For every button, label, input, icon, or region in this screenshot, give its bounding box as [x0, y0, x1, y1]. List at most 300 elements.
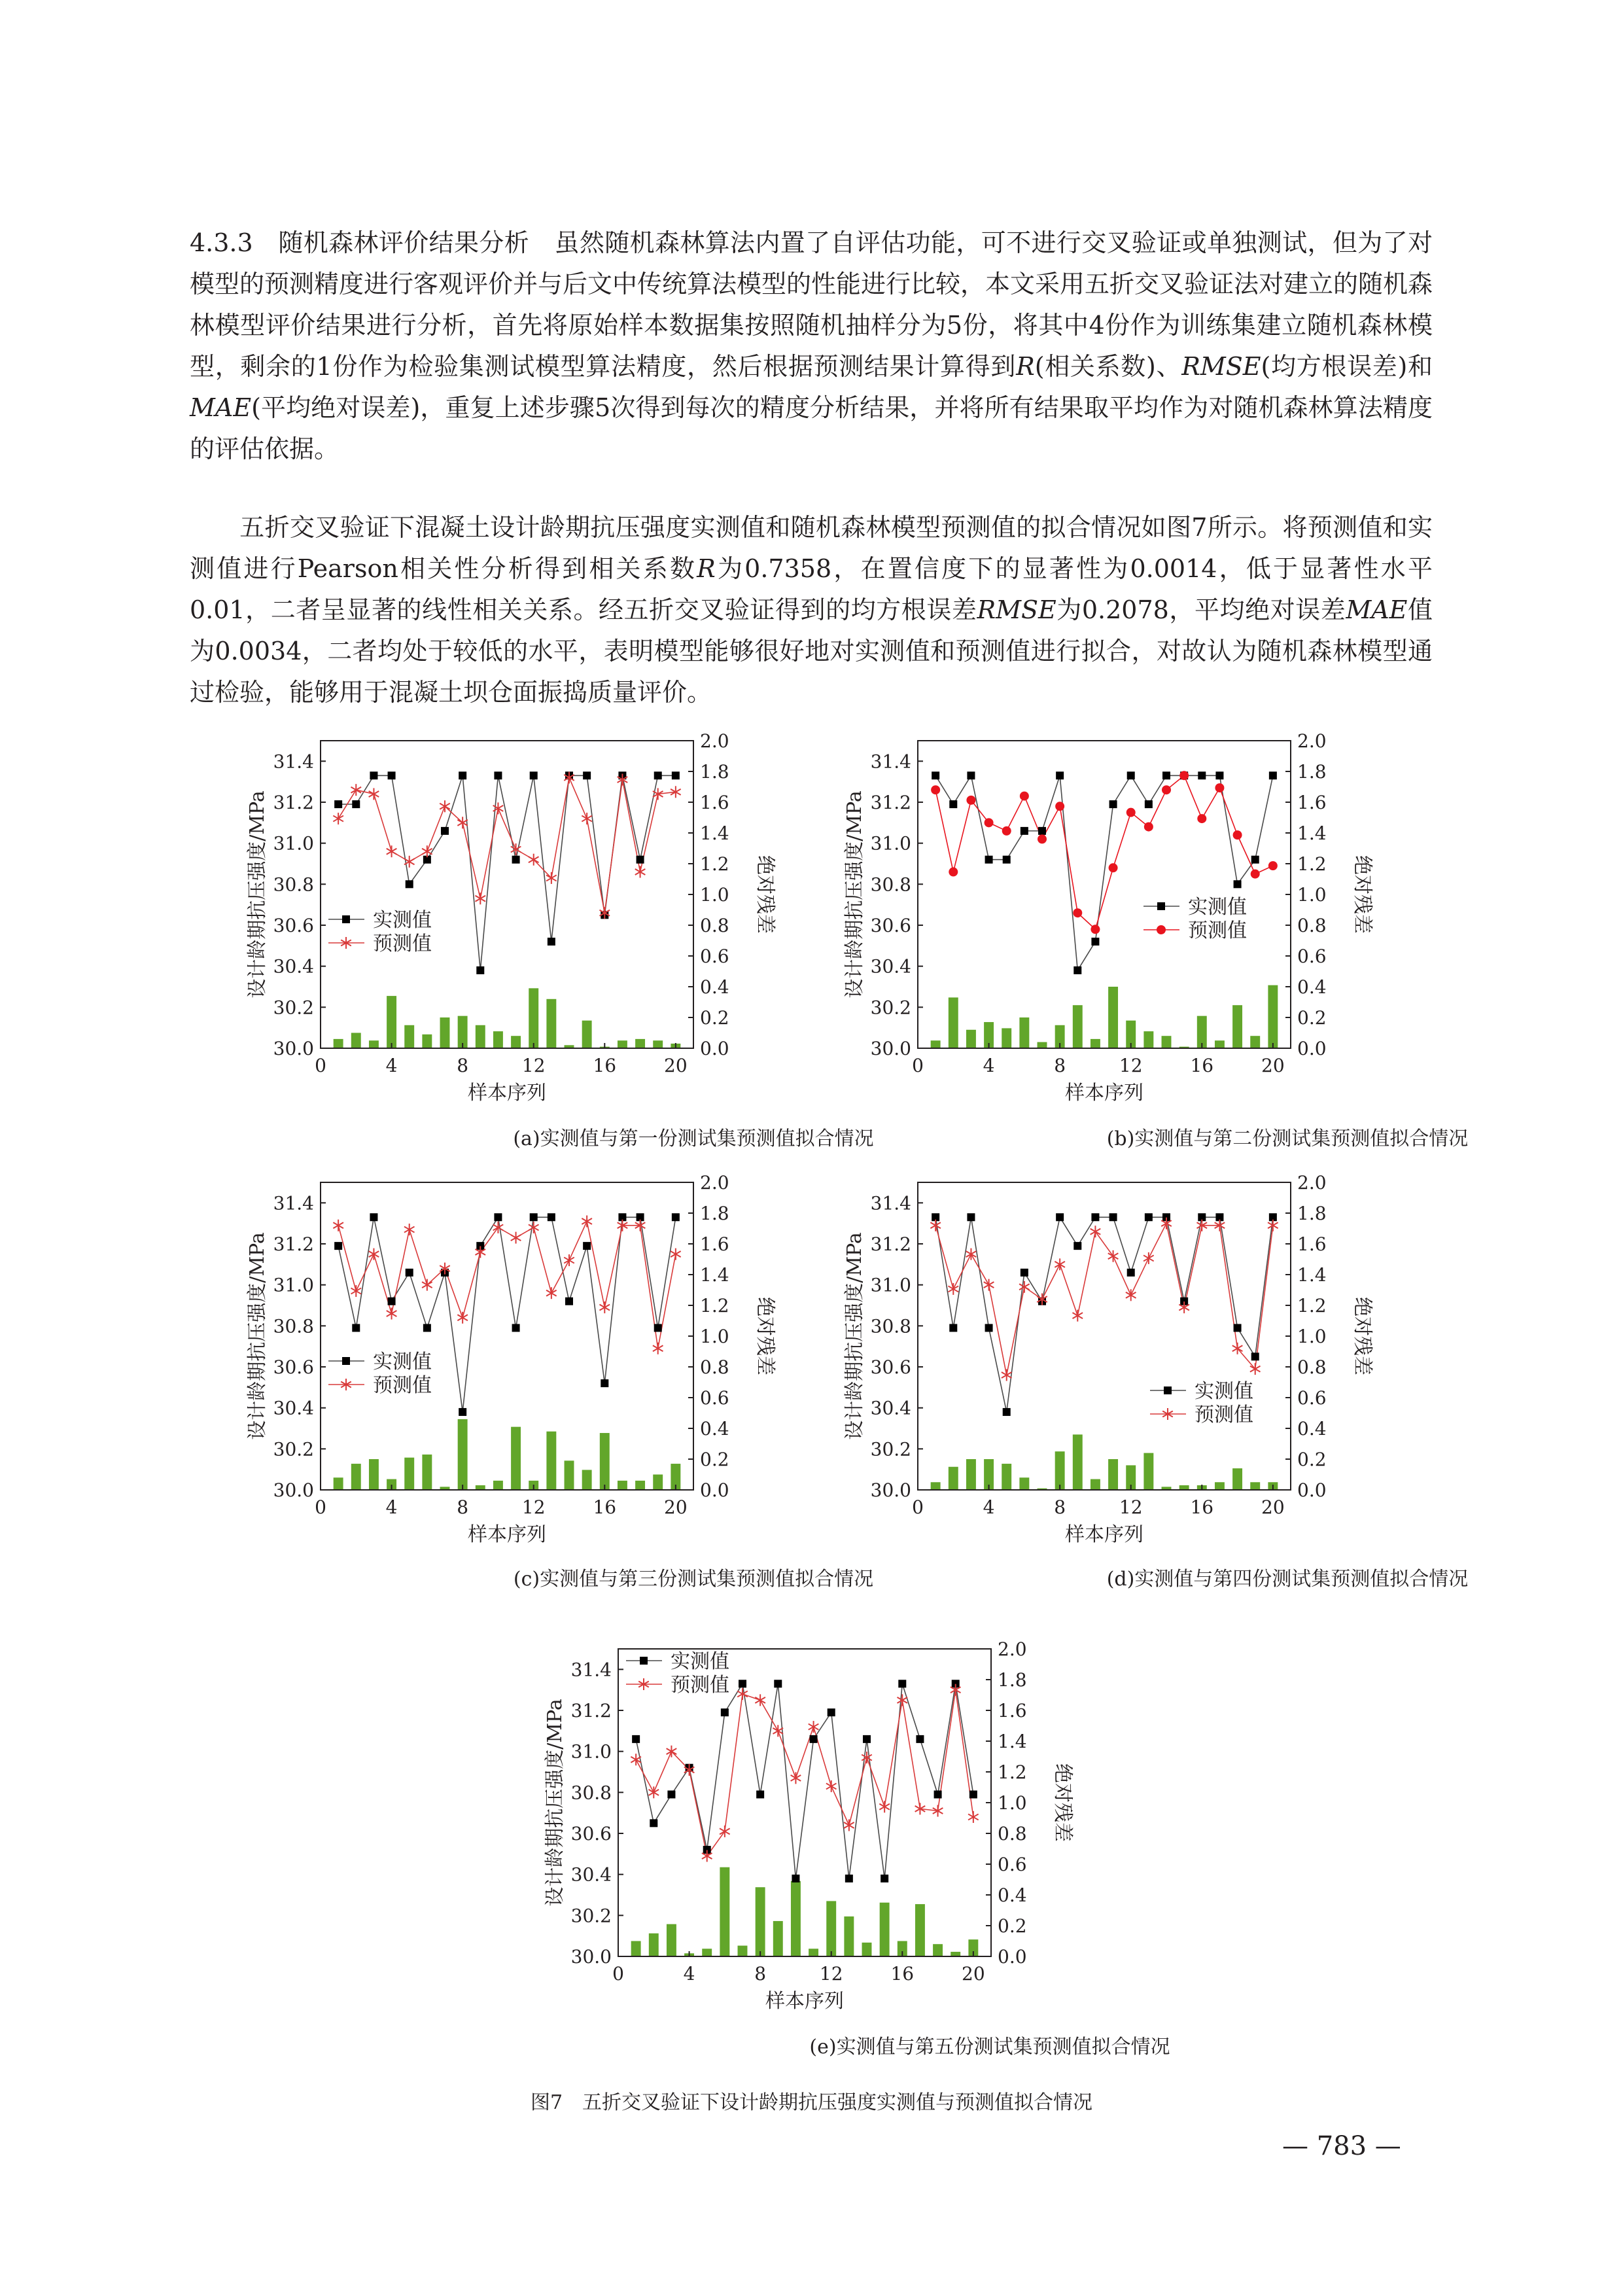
y-tick-label: 30.2	[273, 997, 314, 1019]
legend-measured-marker	[1164, 1386, 1172, 1394]
measured-point	[667, 1790, 675, 1798]
residual-bar	[511, 1036, 521, 1048]
predicted-point	[1091, 925, 1100, 934]
x-tick-label: 0	[315, 1496, 326, 1518]
predicted-point	[1019, 1281, 1030, 1293]
y-tick-label: 30.2	[870, 1438, 911, 1460]
residual-bar	[1002, 1464, 1011, 1490]
y2-tick-label: 1.8	[700, 1203, 729, 1224]
residual-bar	[931, 1040, 941, 1048]
residual-bar	[334, 1477, 343, 1490]
predicted-point	[966, 1248, 977, 1260]
measured-point	[1145, 1213, 1153, 1221]
y2-tick-label: 0.2	[1297, 1007, 1327, 1029]
measured-point	[1234, 1324, 1242, 1332]
y2-tick-label: 1.2	[1297, 1295, 1327, 1316]
y-tick-label: 30.0	[273, 1479, 314, 1501]
y-tick-label: 30.0	[570, 1946, 612, 1968]
residual-bar	[1002, 1028, 1011, 1048]
legend-measured-label: 实测值	[373, 1351, 432, 1373]
y-tick-label: 30.2	[870, 997, 911, 1019]
y-tick-label: 30.2	[273, 1438, 314, 1460]
x-tick-label: 12	[521, 1496, 546, 1518]
chart-caption-a: (a)实测值与第一份测试集预测值拟合情况	[513, 1127, 874, 1150]
measured-point	[441, 827, 449, 835]
x-tick-label: 8	[457, 1055, 469, 1076]
y-axis-label: 设计龄期抗压强度/MPa	[843, 790, 866, 998]
residual-bar	[618, 1481, 627, 1490]
measured-point	[1198, 771, 1206, 779]
x-tick-label: 20	[1261, 1055, 1285, 1076]
chart-e	[530, 1634, 1074, 2013]
measured-point	[756, 1790, 764, 1798]
y2-tick-label: 0.6	[1297, 1387, 1327, 1409]
measured-point	[1127, 1269, 1135, 1277]
predicted-point	[879, 1801, 890, 1812]
predicted-point	[844, 1819, 854, 1831]
measured-point	[1269, 771, 1277, 779]
residual-bar	[862, 1943, 872, 1956]
predicted-point	[1268, 1220, 1278, 1231]
measured-point	[863, 1735, 871, 1743]
predicted-point	[931, 785, 940, 794]
predicted-point	[1162, 785, 1171, 794]
legend-predicted-label: 预测值	[671, 1674, 729, 1697]
residual-bar	[1091, 1479, 1100, 1490]
y2-tick-label: 1.6	[998, 1700, 1027, 1722]
predicted-point	[1020, 792, 1029, 801]
predicted-point	[809, 1721, 819, 1733]
predicted-point	[948, 1283, 958, 1295]
y2-tick-label: 1.2	[1297, 853, 1327, 875]
x-tick-label: 12	[1119, 1496, 1143, 1518]
legend-measured-label: 实测值	[671, 1650, 729, 1673]
predicted-point	[351, 784, 361, 796]
measured-point	[654, 1324, 662, 1332]
chart-c	[232, 1168, 777, 1546]
predicted-point	[791, 1772, 801, 1784]
paragraph-2: 五折交叉验证下混凝土设计龄期抗压强度实测值和随机森林模型预测值的拟合情况如图7所示。将预测值和实测值进行Pearson相关性分析得到相关系数R为0.7358，在置信度下的显著性为0.0014，低于显著性水平0.01，二者呈显著的线性相关关系。经五折交叉验证得到的均方根误差RMSE为0.2078，平均绝对误差MAE值为0.0034，二者均处于较低的水平，表明模型能够很好地对实测值和预测值进行拟合，对故认为随机森林模型通过检验，能够用于混凝土坝仓面振捣质量评价。	[190, 513, 1433, 707]
residual-bar	[1250, 1482, 1260, 1490]
y-tick-label: 31.2	[570, 1700, 612, 1722]
y2-tick-label: 0.8	[700, 1356, 729, 1378]
y-tick-label: 31.0	[870, 1274, 911, 1296]
y2-tick-label: 0.4	[998, 1884, 1027, 1906]
residual-bar	[635, 1481, 645, 1490]
y2-tick-label: 1.4	[1297, 1264, 1327, 1286]
legend	[1143, 896, 1247, 942]
y2-tick-label: 1.4	[998, 1731, 1027, 1752]
y-tick-label: 30.8	[273, 874, 314, 896]
residual-bar	[565, 1460, 574, 1490]
predicted-point	[1038, 834, 1047, 843]
residual-bar	[1108, 1459, 1118, 1490]
y-tick-label: 31.4	[870, 751, 911, 773]
predicted-point	[1143, 1252, 1154, 1264]
measured-point	[565, 1298, 573, 1305]
x-tick-label: 0	[612, 1963, 624, 1985]
residual-bar	[334, 1039, 343, 1048]
predicted-point	[599, 1301, 610, 1313]
residual-bar	[931, 1482, 941, 1490]
predicted-point	[1126, 808, 1136, 817]
measured-point	[1021, 827, 1028, 835]
measured-point	[512, 856, 520, 864]
x-tick-label: 0	[912, 1496, 924, 1518]
predicted-point	[1072, 1310, 1083, 1322]
measured-point	[949, 1324, 957, 1332]
y2-axis-label: 绝对残差	[1351, 855, 1374, 934]
residual-bar	[582, 1021, 592, 1048]
y2-tick-label: 2.0	[998, 1638, 1027, 1660]
legend	[328, 1351, 432, 1397]
measured-point	[1038, 827, 1046, 835]
x-tick-label: 8	[1054, 1496, 1066, 1518]
residual-bar	[1073, 1434, 1083, 1490]
measured-point	[406, 1269, 413, 1277]
measured-point	[1162, 771, 1170, 779]
predicted-point	[755, 1694, 765, 1706]
residual-bar	[1019, 1477, 1029, 1490]
measured-point	[985, 856, 993, 864]
measured-point	[967, 1213, 975, 1221]
x-tick-label: 4	[983, 1055, 995, 1076]
y2-tick-label: 0.0	[700, 1479, 729, 1501]
x-tick-label: 20	[664, 1055, 688, 1076]
predicted-point	[333, 1220, 343, 1231]
measured-point	[334, 1242, 342, 1250]
measured-point	[459, 1408, 466, 1416]
residual-bar	[1232, 1468, 1242, 1490]
measured-point	[672, 771, 680, 779]
measured-point	[1215, 771, 1223, 779]
residual-bar	[949, 997, 958, 1048]
y-tick-label: 30.6	[273, 915, 314, 936]
predicted-point	[351, 1285, 361, 1297]
plot-frame	[918, 1182, 1291, 1490]
x-tick-label: 16	[1190, 1496, 1214, 1518]
legend-measured-label: 实测值	[1188, 896, 1247, 919]
residual-bar	[369, 1459, 379, 1490]
y2-tick-label: 1.4	[1297, 822, 1327, 844]
residual-bar	[1019, 1017, 1029, 1048]
residual-bar	[1073, 1005, 1083, 1048]
section-heading: 4.3.3 随机森林评价结果分析	[190, 228, 530, 257]
residual-bar	[951, 1952, 960, 1956]
predicted-point	[457, 1312, 468, 1324]
predicted-point	[1055, 802, 1064, 811]
y2-tick-label: 1.4	[700, 1264, 729, 1286]
y2-tick-label: 1.6	[700, 1233, 729, 1255]
y-axis-label: 设计龄期抗压强度/MPa	[843, 1232, 866, 1440]
y2-tick-label: 1.2	[700, 853, 729, 875]
y2-tick-label: 0.2	[1297, 1449, 1327, 1470]
predicted-point	[333, 813, 343, 824]
y2-tick-label: 1.0	[1297, 1326, 1327, 1347]
measured-point	[845, 1875, 853, 1882]
predicted-point	[1073, 908, 1082, 917]
residual-bar	[949, 1467, 958, 1490]
predicted-point	[930, 1220, 941, 1231]
y2-tick-label: 2.0	[1297, 730, 1327, 752]
y2-tick-label: 0.4	[700, 1418, 729, 1439]
residual-bar	[720, 1867, 729, 1956]
residual-bar	[1215, 1482, 1225, 1490]
y-tick-label: 30.8	[570, 1782, 612, 1804]
predicted-point	[387, 845, 397, 857]
residual-bar	[387, 996, 396, 1048]
residual-bar	[618, 1040, 627, 1048]
residual-bar	[649, 1934, 659, 1956]
residual-bar	[511, 1427, 521, 1490]
predicted-point	[440, 800, 450, 812]
y-tick-label: 30.4	[273, 1397, 314, 1419]
predicted-point	[653, 1343, 663, 1354]
y-tick-label: 30.4	[570, 1863, 612, 1886]
residual-bar	[631, 1941, 641, 1957]
residual-bar	[880, 1903, 890, 1956]
residual-bar	[600, 1433, 610, 1490]
y2-tick-label: 1.8	[998, 1669, 1027, 1691]
y-tick-label: 30.4	[273, 955, 314, 978]
residual-bar	[351, 1033, 361, 1049]
x-tick-label: 4	[983, 1496, 995, 1518]
y2-tick-label: 2.0	[1297, 1172, 1327, 1193]
predicted-point	[968, 1811, 979, 1823]
chart-caption-b: (b)实测值与第二份测试集预测值拟合情况	[1106, 1127, 1469, 1150]
legend-measured-marker	[342, 1357, 350, 1365]
residual-bar	[1055, 1451, 1065, 1490]
y2-axis-label: 绝对残差	[1351, 1297, 1374, 1375]
measured-point	[1145, 800, 1153, 808]
measured-point	[370, 771, 377, 779]
measured-point	[650, 1819, 657, 1827]
y-tick-label: 30.0	[273, 1038, 314, 1059]
y2-tick-label: 1.6	[1297, 1233, 1327, 1255]
residual-bar	[1268, 985, 1278, 1048]
y2-tick-label: 0.4	[1297, 976, 1327, 998]
paragraph-1: 4.3.3 随机森林评价结果分析 虽然随机森林算法内置了自评估功能，可不进行交叉验证或单独测试，但为了对模型的预测精度进行客观评价并与后文中传统算法模型的性能进行比较，本文采用五折交叉验证法对建立的随机森林模型评价结果进行分析，首先将原始样本数据集按照随机抽样分为5份，将其中4份作为训练集建立随机森林模型，剩余的1份作为检验集测试模型算法精度，然后根据预测结果计算得到R(相关系数)、RMSE(均方根误差)和MAE(平均绝对误差)，重复上述步骤5次得到每次的精度分析结果，并将所有结果取平均作为对随机森林算法精度的评估依据。	[190, 228, 1433, 463]
legend-predicted-label: 预测值	[1188, 919, 1247, 942]
residual-bar	[966, 1030, 976, 1048]
y-tick-label: 30.8	[870, 874, 911, 896]
measured-point	[1073, 966, 1081, 974]
y-tick-label: 30.2	[570, 1905, 612, 1927]
legend-measured-marker	[640, 1657, 648, 1665]
predicted-point	[1179, 771, 1189, 780]
predicted-point	[984, 1279, 994, 1291]
x-tick-label: 8	[754, 1963, 767, 1985]
measured-point	[388, 771, 396, 779]
residual-bar	[1162, 1036, 1172, 1048]
residual-bar	[529, 988, 538, 1048]
measured-point	[721, 1708, 729, 1716]
y2-tick-label: 0.0	[998, 1946, 1027, 1968]
measured-point	[530, 771, 538, 779]
predicted-point	[826, 1780, 837, 1792]
chart-caption-c: (c)实测值与第三份测试集预测值拟合情况	[513, 1568, 874, 1591]
measured-point	[1056, 771, 1064, 779]
y-tick-label: 31.2	[870, 792, 911, 813]
x-axis-label: 样本序列	[1065, 1523, 1143, 1546]
measured-point	[1251, 1352, 1259, 1360]
residual-bar	[1250, 1036, 1260, 1048]
y-tick-label: 31.0	[273, 832, 314, 855]
y2-tick-label: 1.6	[700, 792, 729, 813]
residual-bar	[1179, 1485, 1189, 1490]
measured-point	[967, 771, 975, 779]
y2-tick-label: 1.6	[1297, 792, 1327, 813]
y-tick-label: 31.4	[870, 1192, 911, 1214]
measured-point	[969, 1790, 977, 1798]
legend	[626, 1650, 729, 1697]
residual-bar	[546, 1432, 556, 1490]
predicted-point	[1002, 826, 1011, 836]
y-tick-label: 30.4	[870, 955, 911, 978]
measured-line	[636, 1684, 973, 1879]
legend	[328, 909, 432, 955]
residual-bar	[702, 1949, 712, 1956]
y2-tick-label: 0.6	[700, 1387, 729, 1409]
y-tick-label: 31.4	[570, 1659, 612, 1681]
measured-point	[1109, 1213, 1117, 1221]
predicted-line	[636, 1690, 973, 1856]
page-number: — 783 —	[1282, 2131, 1401, 2161]
predicted-point	[422, 845, 432, 857]
x-tick-label: 12	[1119, 1055, 1143, 1076]
y-axis-label: 设计龄期抗压强度/MPa	[246, 790, 269, 998]
legend-measured-label: 实测值	[373, 909, 432, 932]
y2-axis-label: 绝对残差	[754, 855, 777, 934]
measured-point	[1003, 1408, 1011, 1416]
legend-predicted-label: 预测值	[373, 1374, 432, 1397]
y-tick-label: 31.0	[273, 1274, 314, 1296]
measured-point	[548, 1213, 555, 1221]
predicted-point	[511, 1232, 521, 1244]
residual-bar	[635, 1039, 645, 1048]
measured-point	[494, 1213, 502, 1221]
measured-point	[828, 1708, 835, 1716]
measured-point	[370, 1213, 377, 1221]
measured-point	[423, 1324, 431, 1332]
residual-bar	[933, 1944, 943, 1956]
predicted-point	[387, 1308, 397, 1320]
residual-bar	[773, 1921, 783, 1956]
predicted-point	[422, 1279, 432, 1291]
residual-bar	[369, 1040, 379, 1048]
measured-point	[1127, 771, 1135, 779]
residual-bar	[546, 999, 556, 1048]
residual-bar	[476, 1485, 485, 1490]
measured-point	[1091, 1213, 1099, 1221]
y2-tick-label: 1.2	[700, 1295, 729, 1316]
predicted-point	[1268, 861, 1278, 870]
chart-caption-d: (d)实测值与第四份测试集预测值拟合情况	[1106, 1568, 1469, 1591]
predicted-line	[338, 1222, 676, 1349]
measured-point	[881, 1875, 888, 1882]
measured-point	[739, 1680, 746, 1687]
y-tick-label: 31.4	[273, 1192, 314, 1214]
measured-point	[459, 771, 466, 779]
x-tick-label: 20	[1261, 1496, 1285, 1518]
predicted-point	[404, 1224, 415, 1235]
predicted-point	[985, 818, 994, 827]
measured-point	[774, 1680, 782, 1687]
residual-bar	[422, 1034, 432, 1048]
x-tick-label: 4	[385, 1055, 398, 1076]
y-tick-label: 31.0	[870, 832, 911, 855]
x-axis-label: 样本序列	[1065, 1082, 1143, 1104]
measured-point	[672, 1213, 680, 1221]
y-tick-label: 30.0	[870, 1038, 911, 1059]
predicted-point	[1251, 870, 1260, 879]
predicted-point	[671, 1248, 681, 1260]
x-tick-label: 8	[1054, 1055, 1066, 1076]
y2-tick-label: 1.0	[1297, 884, 1327, 906]
plot-frame	[321, 741, 693, 1048]
residual-bar	[653, 1475, 663, 1491]
y-axis-label: 设计龄期抗压强度/MPa	[246, 1232, 269, 1440]
y-tick-label: 30.4	[870, 1397, 911, 1419]
y-tick-label: 30.6	[273, 1356, 314, 1378]
y2-tick-label: 1.2	[998, 1761, 1027, 1783]
residual-bar	[404, 1025, 414, 1048]
y2-tick-label: 2.0	[700, 730, 729, 752]
measured-point	[406, 880, 413, 888]
y2-tick-label: 1.0	[700, 1326, 729, 1347]
residual-bar	[653, 1040, 663, 1048]
y2-tick-label: 0.8	[998, 1823, 1027, 1845]
measured-point	[654, 771, 662, 779]
measured-point	[932, 771, 939, 779]
measured-point	[530, 1213, 538, 1221]
residual-bar	[826, 1901, 836, 1956]
legend-measured-marker	[342, 915, 350, 923]
predicted-point	[1002, 1369, 1012, 1381]
residual-bar	[791, 1881, 801, 1956]
predicted-point	[1233, 830, 1242, 839]
measured-point	[352, 1324, 360, 1332]
legend	[1150, 1380, 1253, 1426]
x-tick-label: 12	[521, 1055, 546, 1076]
residual-bar	[966, 1459, 976, 1490]
residual-bar	[476, 1025, 485, 1048]
measured-point	[548, 938, 555, 945]
residual-bar	[756, 1887, 765, 1956]
y2-tick-label: 1.8	[700, 761, 729, 783]
x-axis-label: 样本序列	[468, 1523, 546, 1546]
measured-point	[1056, 1213, 1064, 1221]
residual-bar	[809, 1949, 818, 1956]
predicted-point	[475, 892, 485, 904]
predicted-point	[949, 868, 958, 877]
residual-bar	[844, 1916, 854, 1956]
measured-point	[810, 1735, 818, 1743]
measured-point	[1109, 800, 1117, 808]
residual-bar	[582, 1470, 592, 1490]
residual-bar	[458, 1419, 468, 1490]
x-axis-label: 样本序列	[765, 1990, 844, 2013]
residual-bar	[1108, 987, 1118, 1048]
y2-axis-label: 绝对残差	[754, 1297, 777, 1375]
y-tick-label: 30.0	[870, 1479, 911, 1501]
residual-bar	[738, 1946, 748, 1956]
predicted-point	[1055, 1258, 1065, 1270]
y2-tick-label: 0.2	[700, 1449, 729, 1470]
x-tick-label: 16	[593, 1055, 617, 1076]
y2-tick-label: 0.2	[700, 1007, 729, 1029]
x-tick-label: 20	[962, 1963, 985, 1985]
